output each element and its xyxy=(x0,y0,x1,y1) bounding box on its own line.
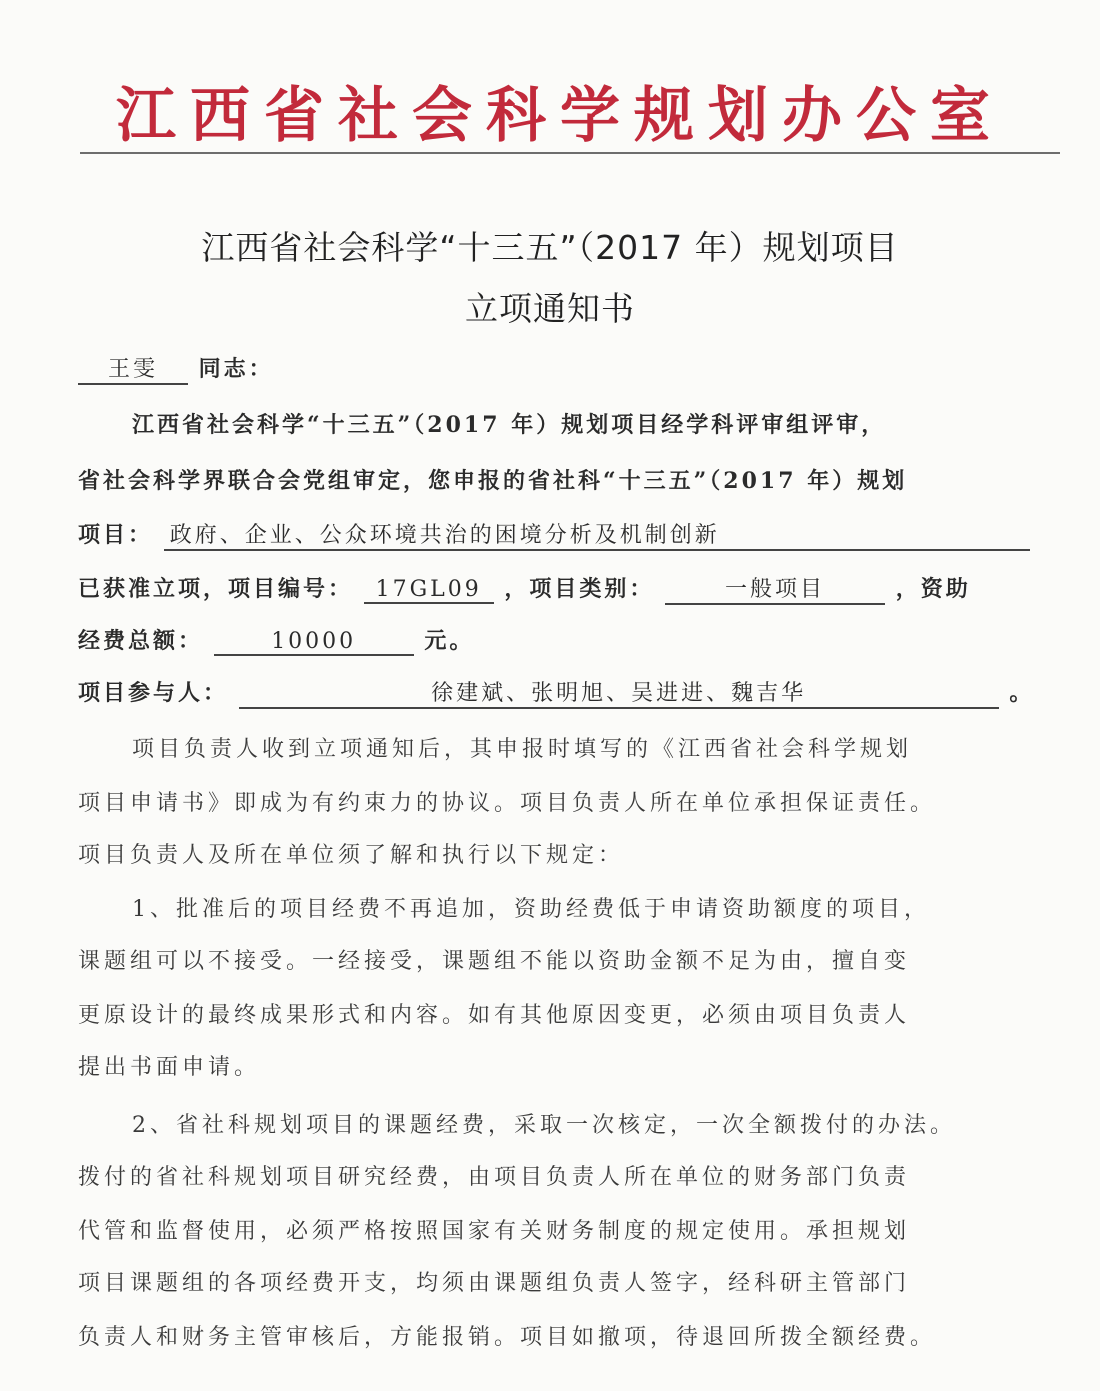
participants-names: 徐建斌、张明旭、吴进进、魏吉华 xyxy=(239,676,999,709)
intro-line-2: 省社会科学界联合会党组审定，您申报的省社科“十三五”（2017 年）规划 xyxy=(78,468,908,494)
letterhead-divider xyxy=(80,152,1060,154)
recipient-suffix: 同志： xyxy=(198,356,274,382)
para1-line: 项目负责人及所在单位须了解和执行以下规定： xyxy=(78,843,625,868)
rule1-line: 更原设计的最终成果形式和内容。如有其他原因变更，必须由项目负责人 xyxy=(78,1003,911,1028)
rule2-line: 项目课题组的各项经费开支，均须由课题组负责人签字，经科研主管部门 xyxy=(78,1271,911,1296)
rule2-line: 2、省社科规划项目的课题经费，采取一次核定，一次全额拨付的办法。 xyxy=(132,1113,956,1138)
project-title: 政府、企业、公众环境共治的困境分析及机制创新 xyxy=(164,518,1030,551)
approval-line xyxy=(78,572,1058,605)
funding-label: ，资助 xyxy=(895,576,971,602)
document-subtitle: 立项通知书 xyxy=(465,289,635,328)
approval-prefix: 已获准立项，项目编号： xyxy=(78,576,354,602)
participants-line xyxy=(78,676,1058,709)
project-label: 项目： xyxy=(78,522,154,548)
funding-amount: 10000 xyxy=(214,629,414,656)
para1-line: 项目申请书》即成为有约束力的协议。项目负责人所在单位承担保证责任。 xyxy=(78,791,937,816)
project-line xyxy=(78,518,1058,551)
document-title: 江西省社会科学“十三五”（2017 年）规划项目 xyxy=(201,228,899,267)
rule2-line: 代管和监督使用，必须严格按照国家有关财务制度的规定使用。承担规划 xyxy=(78,1219,911,1244)
rule2-line: 负责人和财务主管审核后，方能报销。项目如撤项，待退回所拨全额经费。 xyxy=(78,1325,937,1350)
funding-unit: 元。 xyxy=(424,628,475,654)
para1-line: 项目负责人收到立项通知后，其申报时填写的《江西省社会科学规划 xyxy=(132,737,913,762)
recipient-line xyxy=(78,352,1058,385)
project-number: 17GL09 xyxy=(364,577,494,604)
funding-line xyxy=(78,624,1058,656)
rule2-line: 拨付的省社科规划项目研究经费，由项目负责人所在单位的财务部门负责 xyxy=(78,1165,911,1190)
participants-end: 。 xyxy=(1009,680,1035,706)
category-label: ，项目类别： xyxy=(504,576,655,602)
recipient-name: 王雯 xyxy=(78,352,188,385)
total-label: 经费总额： xyxy=(78,628,204,654)
participants-label: 项目参与人： xyxy=(78,680,229,706)
project-category: 一般项目 xyxy=(665,572,885,605)
rule1-line: 课题组可以不接受。一经接受，课题组不能以资助金额不足为由，擅自变 xyxy=(78,949,911,974)
letterhead: 江西省社会科学规划办公室 xyxy=(116,81,1004,151)
intro-line-1: 江西省社会科学“十三五”（2017 年）规划项目经学科评审组评审， xyxy=(132,412,887,438)
rule1-line: 1、批准后的项目经费不再追加，资助经费低于申请资助额度的项目， xyxy=(132,897,930,922)
rule1-line: 提出书面申请。 xyxy=(78,1055,261,1080)
